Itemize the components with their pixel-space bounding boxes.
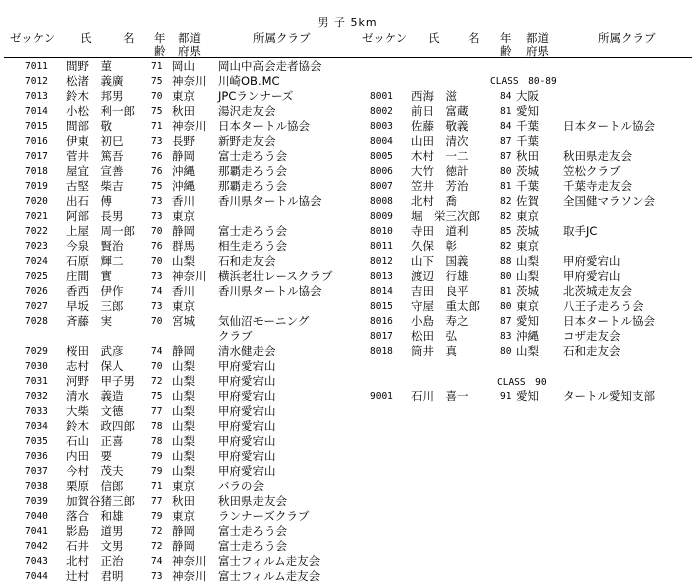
pref-cell: 東京 xyxy=(172,509,195,523)
club-cell: 那覇走ろう会 xyxy=(218,179,287,193)
name-cell: 松田 弘 xyxy=(411,329,457,343)
age-cell: 82 xyxy=(500,196,512,207)
bib-cell: 7017 xyxy=(25,151,48,162)
header-bib-right: ゼッケン xyxy=(362,31,408,45)
club-cell: 日本タートル協会 xyxy=(563,119,655,133)
age-cell: 82 xyxy=(500,241,512,252)
club-cell: 那覇走ろう会 xyxy=(218,164,287,178)
name-cell: 栗原 信郎 xyxy=(66,479,124,493)
name-cell: 笠井 芳治 xyxy=(411,179,469,193)
club-cell: 湯沢走友会 xyxy=(218,104,276,118)
age-cell: 71 xyxy=(151,121,163,132)
name-cell: 落合 和雄 xyxy=(66,509,124,523)
pref-cell: 秋田 xyxy=(516,149,539,163)
pref-cell: 東京 xyxy=(172,89,195,103)
pref-cell: 山梨 xyxy=(172,419,195,433)
age-cell: 85 xyxy=(500,226,512,237)
bib-cell: 7031 xyxy=(25,376,48,387)
club-cell: 富士走ろう会 xyxy=(218,149,287,163)
bib-cell: 7025 xyxy=(25,271,48,282)
bib-cell: 7022 xyxy=(25,226,48,237)
age-cell: 75 xyxy=(151,106,163,117)
header-club: 所属クラブ xyxy=(253,31,311,45)
name-cell: 久保 彰 xyxy=(411,239,457,253)
pref-cell: 山梨 xyxy=(516,254,539,268)
bib-cell: 8011 xyxy=(370,241,393,252)
club-cell: 甲府愛宕山 xyxy=(218,374,276,388)
club-cell: 香川県タートル協会 xyxy=(218,284,322,298)
age-cell: 78 xyxy=(151,436,163,447)
bib-cell: 8005 xyxy=(370,151,393,162)
name-cell: 影島 道男 xyxy=(66,524,124,538)
age-cell: 80 xyxy=(500,166,512,177)
pref-cell: 大阪 xyxy=(516,89,539,103)
pref-cell: 茨城 xyxy=(516,164,539,178)
pref-cell: 沖縄 xyxy=(172,164,195,178)
bib-cell: 7040 xyxy=(25,511,48,522)
club-cell: 全国健マラソン会 xyxy=(563,194,655,208)
bib-cell: 8008 xyxy=(370,196,393,207)
age-cell: 72 xyxy=(151,526,163,537)
name-cell: 古堅 柴吉 xyxy=(66,179,124,193)
name-cell: 斉藤 実 xyxy=(66,314,112,328)
age-cell: 73 xyxy=(151,196,163,207)
bib-cell: 8003 xyxy=(370,121,393,132)
bib-cell: 7032 xyxy=(25,391,48,402)
pref-cell: 山梨 xyxy=(172,374,195,388)
pref-cell: 愛知 xyxy=(516,389,539,403)
name-cell: 筒井 真 xyxy=(411,344,457,358)
bib-cell: 7021 xyxy=(25,211,48,222)
club-cell: 相生走ろう会 xyxy=(218,239,287,253)
age-cell: 76 xyxy=(151,241,163,252)
bib-cell: 7016 xyxy=(25,136,48,147)
name-cell: 加賀谷猪三郎 xyxy=(66,494,135,508)
name-cell: 山下 国義 xyxy=(411,254,469,268)
bib-cell: 8017 xyxy=(370,331,393,342)
pref-cell: 沖縄 xyxy=(516,329,539,343)
pref-cell: 神奈川 xyxy=(172,119,207,133)
club-cell: 富士走ろう会 xyxy=(218,224,287,238)
age-cell: 76 xyxy=(151,151,163,162)
pref-cell: 静岡 xyxy=(172,224,195,238)
bib-cell: 9001 xyxy=(370,391,393,402)
bib-cell: 7042 xyxy=(25,541,48,552)
pref-cell: 秋田 xyxy=(172,494,195,508)
age-cell: 74 xyxy=(151,556,163,567)
bib-cell: 7030 xyxy=(25,361,48,372)
name-cell: 吉田 良平 xyxy=(411,284,469,298)
name-cell: 庄間 實 xyxy=(66,269,112,283)
name-cell: 間野 菫 xyxy=(66,59,112,73)
age-cell: 74 xyxy=(151,346,163,357)
pref-cell: 山梨 xyxy=(172,389,195,403)
age-cell: 87 xyxy=(500,316,512,327)
club-cell: 甲府愛宕山 xyxy=(218,434,276,448)
name-cell: 大柴 文德 xyxy=(66,404,124,418)
pref-cell: 群馬 xyxy=(172,239,195,253)
club-cell: 甲府愛宕山 xyxy=(218,449,276,463)
header-name-sei-right: 氏 xyxy=(428,31,440,45)
age-cell: 70 xyxy=(151,316,163,327)
club-cell: 横浜老壮レースクラブ xyxy=(218,269,333,283)
pref-cell: 神奈川 xyxy=(172,569,207,583)
header-name-mei: 名 xyxy=(123,31,135,45)
club-cell: 新野走友会 xyxy=(218,134,276,148)
name-cell: 鈴木 政四郎 xyxy=(66,419,135,433)
pref-cell: 静岡 xyxy=(172,344,195,358)
age-cell: 82 xyxy=(500,211,512,222)
pref-cell: 神奈川 xyxy=(172,554,207,568)
pref-cell: 山梨 xyxy=(172,404,195,418)
name-cell: 守屋 重太郎 xyxy=(411,299,480,313)
age-cell: 71 xyxy=(151,61,163,72)
age-cell: 87 xyxy=(500,151,512,162)
age-cell: 79 xyxy=(151,451,163,462)
club-cell: 甲府愛宕山 xyxy=(218,419,276,433)
age-cell: 80 xyxy=(500,271,512,282)
name-cell: 渡辺 行雄 xyxy=(411,269,469,283)
age-cell: 70 xyxy=(151,226,163,237)
age-cell: 73 xyxy=(151,211,163,222)
bib-cell: 7041 xyxy=(25,526,48,537)
age-cell: 73 xyxy=(151,301,163,312)
age-cell: 78 xyxy=(151,421,163,432)
pref-cell: 岡山 xyxy=(172,59,195,73)
age-cell: 81 xyxy=(500,181,512,192)
club-cell: 甲府愛宕山 xyxy=(218,464,276,478)
name-cell: 阿部 長男 xyxy=(66,209,124,223)
pref-cell: 山梨 xyxy=(172,464,195,478)
pref-cell: 静岡 xyxy=(172,539,195,553)
name-cell: 小島 寿之 xyxy=(411,314,469,328)
pref-cell: 神奈川 xyxy=(172,74,207,88)
name-cell: 河野 甲子男 xyxy=(66,374,135,388)
age-cell: 88 xyxy=(500,256,512,267)
bib-cell: 7026 xyxy=(25,286,48,297)
club-cell: 日本タートル協会 xyxy=(563,314,655,328)
name-cell: 石山 正喜 xyxy=(66,434,124,448)
pref-cell: 茨城 xyxy=(516,284,539,298)
club-cell: 富士フィルム走友会 xyxy=(218,569,321,583)
pref-cell: 愛知 xyxy=(516,104,539,118)
name-cell: 西海 滋 xyxy=(411,89,457,103)
header-age-top-right: 年 xyxy=(500,31,512,45)
pref-cell: 香川 xyxy=(172,194,195,208)
pref-cell: 東京 xyxy=(516,239,539,253)
bib-cell: 7043 xyxy=(25,556,48,567)
club-cell: 清水健走会 xyxy=(218,344,276,358)
bib-cell: 8018 xyxy=(370,346,393,357)
pref-cell: 山梨 xyxy=(172,359,195,373)
bib-cell: 8014 xyxy=(370,286,393,297)
age-cell: 74 xyxy=(151,286,163,297)
club-cell: 秋田県走友会 xyxy=(218,494,287,508)
name-cell: 北村 喬 xyxy=(411,194,457,208)
bib-cell: 7020 xyxy=(25,196,48,207)
club-cell: 香川県タートル協会 xyxy=(218,194,322,208)
age-cell: 75 xyxy=(151,181,163,192)
header-age-top: 年 xyxy=(154,31,166,45)
club-cell: 石和走友会 xyxy=(563,344,621,358)
name-cell: 鈴木 邦男 xyxy=(66,89,124,103)
name-cell: 松渚 義廣 xyxy=(66,74,124,88)
age-cell: 91 xyxy=(500,391,512,402)
pref-cell: 静岡 xyxy=(172,149,195,163)
club-cell: 甲府愛宕山 xyxy=(563,254,621,268)
name-cell: 伊東 初巳 xyxy=(66,134,124,148)
club-cell: 八王子走ろう会 xyxy=(563,299,644,313)
pref-cell: 東京 xyxy=(172,299,195,313)
header-age-bottom-right: 齢 xyxy=(500,44,512,58)
bib-cell: 7027 xyxy=(25,301,48,312)
pref-cell: 佐賀 xyxy=(516,194,539,208)
header-bib: ゼッケン xyxy=(10,31,56,45)
bib-cell: 7037 xyxy=(25,466,48,477)
header-pref-top-right: 都道 xyxy=(526,31,549,45)
age-cell: 71 xyxy=(151,481,163,492)
bib-cell: 7038 xyxy=(25,481,48,492)
name-cell: 桜田 武彦 xyxy=(66,344,124,358)
pref-cell: 秋田 xyxy=(172,104,195,118)
name-cell: 石井 文男 xyxy=(66,539,124,553)
pref-cell: 愛知 xyxy=(516,314,539,328)
name-cell: 内田 要 xyxy=(66,449,112,463)
pref-cell: 宮城 xyxy=(172,314,195,328)
bib-cell: 8002 xyxy=(370,106,393,117)
name-cell: 堀 栄三次郎 xyxy=(411,209,480,223)
age-cell: 72 xyxy=(151,376,163,387)
bib-cell: 7036 xyxy=(25,451,48,462)
bib-cell: 8004 xyxy=(370,136,393,147)
name-cell: 北村 正治 xyxy=(66,554,124,568)
age-cell: 87 xyxy=(500,136,512,147)
age-cell: 77 xyxy=(151,496,163,507)
header-pref-bottom-right: 府県 xyxy=(526,44,549,58)
age-cell: 70 xyxy=(151,91,163,102)
name-cell: 辻村 君明 xyxy=(66,569,124,583)
header-pref-top: 都道 xyxy=(178,31,201,45)
pref-cell: 長野 xyxy=(172,134,195,148)
bib-cell: 7012 xyxy=(25,76,48,87)
age-cell: 84 xyxy=(500,91,512,102)
pref-cell: 山梨 xyxy=(516,344,539,358)
club-cell: JPCランナーズ xyxy=(218,89,294,103)
name-cell: 出石 傅 xyxy=(66,194,112,208)
pref-cell: 東京 xyxy=(516,299,539,313)
age-cell: 72 xyxy=(151,541,163,552)
pref-cell: 千葉 xyxy=(516,134,539,148)
name-cell: 香西 伊作 xyxy=(66,284,124,298)
age-cell: 80 xyxy=(500,301,512,312)
bib-cell: 7028 xyxy=(25,316,48,327)
name-cell: 菅井 篤吾 xyxy=(66,149,124,163)
club-cell: 甲府愛宕山 xyxy=(218,389,276,403)
bib-cell: 8006 xyxy=(370,166,393,177)
name-cell: 石原 輝二 xyxy=(66,254,124,268)
age-cell: 81 xyxy=(500,286,512,297)
age-cell: 73 xyxy=(151,271,163,282)
bib-cell: 8012 xyxy=(370,256,393,267)
class-90-label: CLASS 90 xyxy=(497,377,547,388)
club-cell: 石和走友会 xyxy=(218,254,276,268)
club-cell: 秋田県走友会 xyxy=(563,149,632,163)
bib-cell: 7023 xyxy=(25,241,48,252)
name-cell: 今村 茂夫 xyxy=(66,464,124,478)
name-cell: 前日 富蔵 xyxy=(411,104,469,118)
club-cell: 笠松クラブ xyxy=(563,164,621,178)
name-cell: 小松 利一郎 xyxy=(66,104,135,118)
pref-cell: 山梨 xyxy=(172,449,195,463)
name-cell: 佐藤 敬義 xyxy=(411,119,469,133)
name-cell: 間部 敬 xyxy=(66,119,112,133)
pref-cell: 沖縄 xyxy=(172,179,195,193)
bib-cell: 7029 xyxy=(25,346,48,357)
bib-cell: 7019 xyxy=(25,181,48,192)
pref-cell: 山梨 xyxy=(516,269,539,283)
bib-cell: 7015 xyxy=(25,121,48,132)
bib-cell: 7034 xyxy=(25,421,48,432)
page-title: 男 子 5km xyxy=(317,16,378,29)
age-cell: 73 xyxy=(151,136,163,147)
bib-cell: 7039 xyxy=(25,496,48,507)
age-cell: 76 xyxy=(151,166,163,177)
age-cell: 77 xyxy=(151,406,163,417)
header-name-sei: 氏 xyxy=(80,31,92,45)
club-cell: 富士走ろう会 xyxy=(218,524,287,538)
header-name-mei-right: 名 xyxy=(468,31,480,45)
header-pref-bottom: 府県 xyxy=(178,44,201,58)
age-cell: 70 xyxy=(151,361,163,372)
club-cell: 富士フィルム走友会 xyxy=(218,554,321,568)
age-cell: 70 xyxy=(151,256,163,267)
age-cell: 79 xyxy=(151,466,163,477)
bib-cell: 8001 xyxy=(370,91,393,102)
club-cell: 岡山中高会走者協会 xyxy=(218,59,322,73)
name-cell: 屋宜 宣善 xyxy=(66,164,124,178)
age-cell: 79 xyxy=(151,511,163,522)
name-cell: 清水 義造 xyxy=(66,389,124,403)
club-cell: 甲府愛宕山 xyxy=(563,269,621,283)
bib-cell: 8015 xyxy=(370,301,393,312)
pref-cell: 静岡 xyxy=(172,524,195,538)
bib-cell: 7035 xyxy=(25,436,48,447)
pref-cell: 東京 xyxy=(516,209,539,223)
pref-cell: 東京 xyxy=(172,209,195,223)
header-club-right: 所属クラブ xyxy=(598,31,656,45)
club-cell: 甲府愛宕山 xyxy=(218,404,276,418)
club-cell: ランナーズクラブ xyxy=(218,509,310,523)
club-cell: 北茨城走友会 xyxy=(563,284,632,298)
name-cell: 大竹 徳計 xyxy=(411,164,469,178)
club-cell: 千葉寺走友会 xyxy=(563,179,632,193)
age-cell: 75 xyxy=(151,76,163,87)
bib-cell: 8016 xyxy=(370,316,393,327)
header-age-bottom: 齢 xyxy=(154,44,166,58)
bib-cell: 8007 xyxy=(370,181,393,192)
age-cell: 75 xyxy=(151,391,163,402)
bib-cell: 7013 xyxy=(25,91,48,102)
bib-cell: 7024 xyxy=(25,256,48,267)
club-cell: タートル愛知支部 xyxy=(563,389,655,403)
name-cell: 寺田 道利 xyxy=(411,224,469,238)
pref-cell: 東京 xyxy=(172,479,195,493)
name-cell: 木村 一二 xyxy=(411,149,469,163)
bib-cell: 7033 xyxy=(25,406,48,417)
club-cell: 日本タートル協会 xyxy=(218,119,310,133)
club-cell: 甲府愛宕山 xyxy=(218,359,276,373)
name-cell: 早坂 三郎 xyxy=(66,299,124,313)
club-cell: クラブ xyxy=(218,329,253,343)
club-cell: コザ走友会 xyxy=(563,329,621,343)
pref-cell: 千葉 xyxy=(516,119,539,133)
class-80-label: CLASS 80-89 xyxy=(490,76,557,87)
bib-cell: 8009 xyxy=(370,211,393,222)
name-cell: 今泉 賢治 xyxy=(66,239,124,253)
pref-cell: 茨城 xyxy=(516,224,539,238)
bib-cell: 7018 xyxy=(25,166,48,177)
pref-cell: 山梨 xyxy=(172,254,195,268)
bib-cell: 7011 xyxy=(25,61,48,72)
pref-cell: 山梨 xyxy=(172,434,195,448)
name-cell: 志村 保人 xyxy=(66,359,124,373)
age-cell: 84 xyxy=(500,121,512,132)
name-cell: 山田 清次 xyxy=(411,134,469,148)
club-cell: 気仙沼モーニング xyxy=(218,314,310,328)
bib-cell: 8013 xyxy=(370,271,393,282)
bib-cell: 8010 xyxy=(370,226,393,237)
age-cell: 80 xyxy=(500,346,512,357)
club-cell: 川崎OB.MC xyxy=(218,74,280,88)
pref-cell: 千葉 xyxy=(516,179,539,193)
club-cell: 取手JC xyxy=(563,224,598,238)
club-cell: バラの会 xyxy=(218,479,264,493)
header-rule xyxy=(4,57,692,58)
age-cell: 81 xyxy=(500,106,512,117)
club-cell: 富士走ろう会 xyxy=(218,539,287,553)
pref-cell: 神奈川 xyxy=(172,269,207,283)
name-cell: 上屋 周一郎 xyxy=(66,224,135,238)
pref-cell: 香川 xyxy=(172,284,195,298)
age-cell: 73 xyxy=(151,571,163,582)
bib-cell: 7044 xyxy=(25,571,48,582)
name-cell: 石川 喜一 xyxy=(411,389,469,403)
bib-cell: 7014 xyxy=(25,106,48,117)
age-cell: 83 xyxy=(500,331,512,342)
